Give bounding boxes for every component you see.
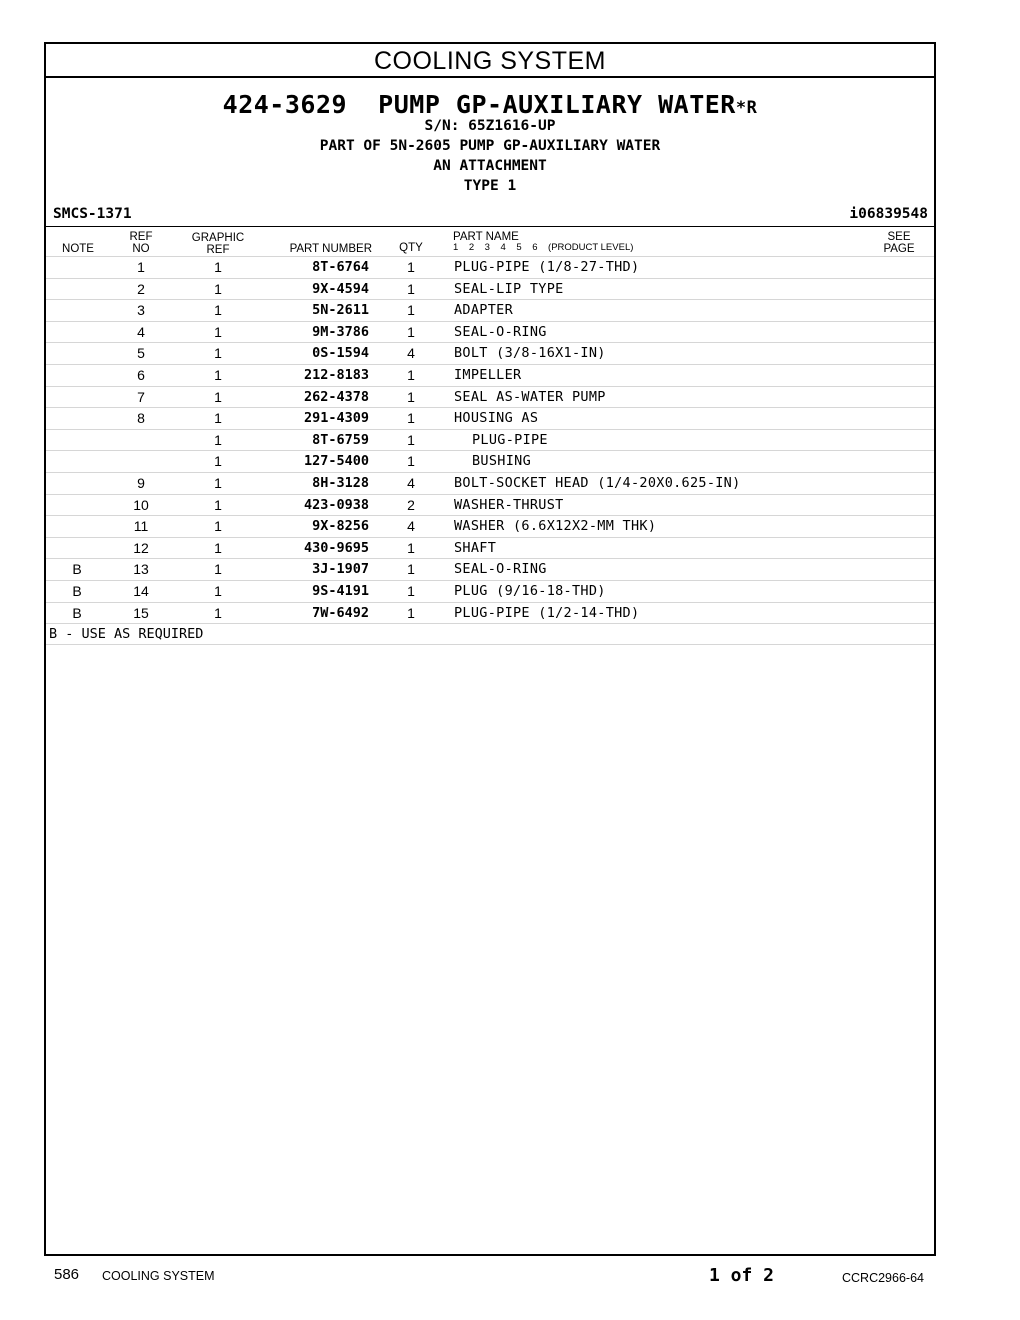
column-ref-no-line1: REF (129, 231, 153, 243)
table-row (46, 278, 934, 300)
part-name-cell: SEAL-O-RING (454, 323, 547, 340)
part-number-cell: 3J-1907 (312, 561, 369, 578)
part-number-cell: 8H-3128 (312, 474, 369, 491)
qty-cell: 1 (407, 561, 415, 578)
smcs-code: SMCS-1371 (53, 206, 132, 222)
graphic-ref-cell: 1 (214, 431, 222, 448)
qty-cell: 1 (407, 431, 415, 448)
part-name-cell: BOLT (3/8-16X1-IN) (454, 345, 606, 362)
parts-page-frame (44, 42, 936, 1256)
table-row (46, 256, 934, 278)
qty-cell: 1 (407, 410, 415, 427)
column-see-page (876, 231, 922, 255)
graphic-ref-cell: 1 (214, 366, 222, 383)
part-name-cell: WASHER-THRUST (454, 496, 564, 513)
qty-cell: 1 (407, 259, 415, 275)
graphic-ref-cell: 1 (214, 345, 222, 362)
part-name-cell: SEAL-LIP TYPE (454, 280, 564, 297)
part-number-cell: 8T-6764 (312, 259, 369, 275)
part-number-cell: 5N-2611 (312, 302, 369, 319)
qty-cell: 1 (407, 323, 415, 340)
table-row (46, 299, 934, 321)
ref-no-cell: 8 (137, 410, 145, 427)
qty-cell: 4 (407, 474, 415, 491)
serial-number: S/N: 65Z1616-UP (424, 118, 556, 134)
qty-cell: 1 (407, 582, 415, 599)
column-ref-no (121, 231, 161, 255)
column-ref-no-line2: NO (132, 243, 150, 255)
table-row (46, 364, 934, 386)
note-cell: B (72, 604, 82, 621)
ref-no-cell: 9 (137, 474, 145, 491)
ref-no-cell: 7 (137, 388, 145, 405)
table-row (46, 321, 934, 343)
graphic-ref-cell: 1 (214, 280, 222, 297)
graphic-ref-cell: 1 (214, 259, 222, 275)
group-part-number: 424-3629 (222, 90, 348, 119)
type-line: TYPE 1 (463, 178, 517, 194)
part-number-cell: 423-0938 (303, 496, 369, 513)
qty-cell: 1 (407, 539, 415, 556)
ref-no-cell: 14 (133, 582, 149, 599)
graphic-ref-cell: 1 (214, 410, 222, 427)
part-name-cell: WASHER (6.6X12X2-MM THK) (454, 518, 657, 535)
note-cell: B (72, 582, 82, 599)
ref-no-cell: 13 (133, 561, 149, 578)
column-part-name: PART NAME (453, 231, 519, 243)
ref-no-cell: 15 (133, 604, 149, 621)
qty-cell: 1 (407, 366, 415, 383)
group-title (46, 90, 934, 119)
table-row (46, 386, 934, 408)
illustration-id: i06839548 (849, 206, 928, 222)
ref-no-cell: 6 (137, 366, 145, 383)
table-row (46, 515, 934, 537)
column-qty: QTY (399, 242, 423, 254)
table-row (46, 558, 934, 580)
qty-cell: 4 (407, 518, 415, 535)
column-graphic-ref-line2: REF (206, 244, 230, 256)
qty-cell: 4 (407, 345, 415, 362)
part-number-cell: 9X-8256 (312, 518, 369, 535)
qty-cell: 1 (407, 302, 415, 319)
part-name-cell: PLUG-PIPE (472, 431, 548, 448)
ref-no-cell: 11 (133, 518, 149, 535)
table-row (46, 407, 934, 429)
footer-code: CCRC2966-64 (842, 1271, 924, 1285)
footer-page-of: 1 of 2 (709, 1265, 775, 1286)
table-row (46, 602, 934, 624)
part-name-cell: SHAFT (454, 539, 497, 556)
group-title-suffix: *R (735, 98, 758, 118)
part-name-cell: SEAL-O-RING (454, 561, 547, 578)
note-text: B - USE AS REQUIRED (49, 626, 204, 643)
part-name-cell: PLUG (9/16-18-THD) (454, 582, 606, 599)
footer-section: COOLING SYSTEM (102, 1269, 215, 1283)
part-number-cell: 212-8183 (303, 366, 369, 383)
graphic-ref-cell: 1 (214, 561, 222, 578)
part-name-cell: HOUSING AS (454, 410, 539, 427)
part-name-cell: PLUG-PIPE (1/2-14-THD) (454, 604, 640, 621)
part-name-cell: IMPELLER (454, 366, 522, 383)
qty-cell: 1 (407, 604, 415, 621)
note-row (46, 623, 934, 645)
graphic-ref-cell: 1 (214, 604, 222, 621)
table-row (46, 342, 934, 364)
column-see-page-line1: SEE (887, 231, 911, 243)
qty-cell: 1 (407, 388, 415, 405)
graphic-ref-cell: 1 (214, 302, 222, 319)
section-title: COOLING SYSTEM (46, 44, 934, 78)
column-graphic-ref (188, 232, 248, 256)
graphic-ref-cell: 1 (214, 539, 222, 556)
column-see-page-line2: PAGE (883, 243, 915, 255)
table-header (46, 226, 934, 257)
qty-cell: 1 (407, 453, 415, 470)
graphic-ref-cell: 1 (214, 582, 222, 599)
column-note: NOTE (62, 243, 94, 255)
graphic-ref-cell: 1 (214, 453, 222, 470)
part-name-cell: BUSHING (472, 453, 531, 470)
ref-no-cell: 3 (137, 302, 145, 319)
part-number-cell: 7W-6492 (312, 604, 369, 621)
qty-cell: 1 (407, 280, 415, 297)
column-part-number: PART NUMBER (289, 243, 372, 255)
graphic-ref-cell: 1 (214, 496, 222, 513)
ref-no-cell: 12 (133, 539, 149, 556)
part-name-cell: BOLT-SOCKET HEAD (1/4-20X0.625-IN) (454, 474, 741, 491)
table-row (46, 429, 934, 451)
part-number-cell: 127-5400 (303, 453, 369, 470)
parts-table (46, 256, 934, 645)
ref-no-cell: 10 (133, 496, 149, 513)
part-number-cell: 9X-4594 (312, 280, 369, 297)
ref-no-cell: 4 (137, 323, 145, 340)
graphic-ref-cell: 1 (214, 388, 222, 405)
ref-no-cell: 5 (137, 345, 145, 362)
note-cell: B (72, 561, 82, 578)
part-number-cell: 9S-4191 (312, 582, 369, 599)
table-row (46, 450, 934, 472)
graphic-ref-cell: 1 (214, 323, 222, 340)
part-of-line: PART OF 5N-2605 PUMP GP-AUXILIARY WATER (319, 138, 661, 154)
graphic-ref-cell: 1 (214, 518, 222, 535)
qty-cell: 2 (407, 496, 415, 513)
ref-no-cell: 1 (137, 259, 145, 275)
column-product-level: 1 2 3 4 5 6 (PRODUCT LEVEL) (453, 242, 634, 253)
part-name-cell: SEAL AS-WATER PUMP (454, 388, 606, 405)
ref-no-cell: 2 (137, 280, 145, 297)
table-row (46, 580, 934, 602)
table-row (46, 472, 934, 494)
table-row (46, 494, 934, 516)
graphic-ref-cell: 1 (214, 474, 222, 491)
part-name-cell: PLUG-PIPE (1/8-27-THD) (454, 259, 640, 275)
group-name: PUMP GP-AUXILIARY WATER (378, 90, 736, 119)
table-row (46, 537, 934, 559)
footer-page-number: 586 (54, 1266, 80, 1283)
column-graphic-ref-line1: GRAPHIC (191, 232, 245, 244)
part-number-cell: 430-9695 (303, 539, 369, 556)
part-number-cell: 0S-1594 (312, 345, 369, 362)
part-name-cell: ADAPTER (454, 302, 513, 319)
part-number-cell: 291-4309 (303, 410, 369, 427)
part-number-cell: 8T-6759 (312, 431, 369, 448)
part-number-cell: 9M-3786 (312, 323, 369, 340)
attachment-line: AN ATTACHMENT (433, 158, 547, 174)
part-number-cell: 262-4378 (303, 388, 369, 405)
